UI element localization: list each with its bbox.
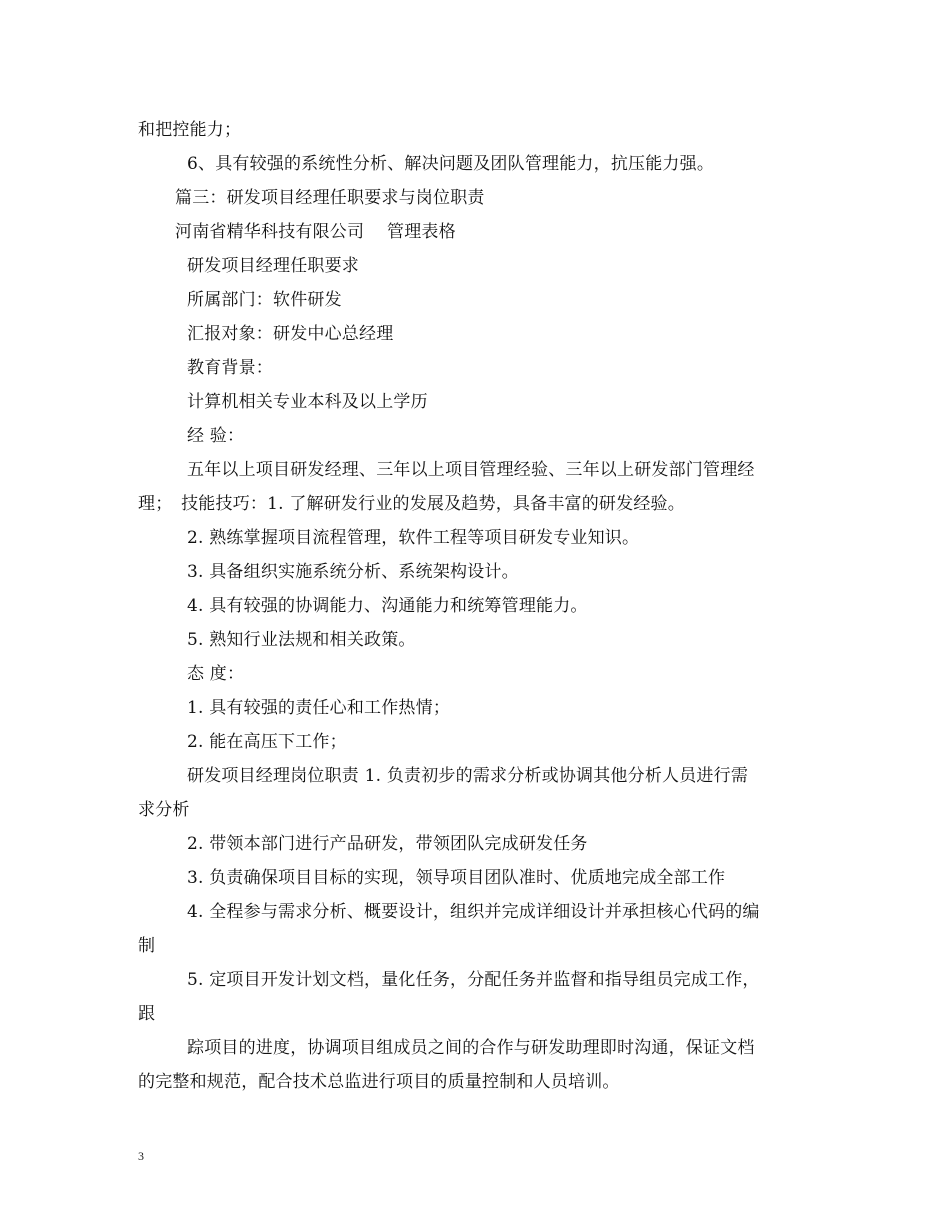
text-line: 5. 定项目开发计划文档，量化任务，分配任务并监督和指导组员完成工作， bbox=[187, 970, 760, 990]
text-line: 跟 bbox=[138, 1004, 156, 1024]
text-line: 理； 技能技巧：1. 了解研发行业的发展及趋势，具备丰富的研发经验。 bbox=[138, 494, 685, 514]
text-line: 制 bbox=[138, 936, 156, 956]
text-line: 求分析 bbox=[138, 800, 190, 820]
text-line: 和把控能力； bbox=[138, 120, 242, 140]
text-line: 4. 具有较强的协调能力、沟通能力和统筹管理能力。 bbox=[187, 596, 588, 616]
text-line: 汇报对象：研发中心总经理 bbox=[187, 324, 394, 344]
text-line: 教育背景： bbox=[187, 358, 273, 378]
text-line: 4. 全程参与需求分析、概要设计，组织并完成详细设计并承担核心代码的编 bbox=[187, 902, 760, 922]
text-line: 踪项目的进度，协调项目组成员之间的合作与研发助理即时沟通，保证文档 bbox=[187, 1038, 755, 1058]
text-line: 1. 具有较强的责任心和工作热情； bbox=[187, 698, 451, 718]
section-heading: 篇三：研发项目经理任职要求与岗位职责 bbox=[175, 188, 485, 208]
page-number: 3 bbox=[138, 1149, 144, 1163]
text-line: 所属部门：软件研发 bbox=[187, 290, 342, 310]
text-line: 计算机相关专业本科及以上学历 bbox=[187, 392, 428, 412]
text-line: 研发项目经理岗位职责 1. 负责初步的需求分析或协调其他分析人员进行需 bbox=[187, 766, 749, 786]
text-line: 态 度： bbox=[187, 664, 245, 684]
text-line: 5. 熟知行业法规和相关政策。 bbox=[187, 630, 416, 650]
text-line: 的完整和规范，配合技术总监进行项目的质量控制和人员培训。 bbox=[138, 1072, 620, 1092]
company-line: 河南省精华科技有限公司 管理表格 bbox=[175, 222, 456, 242]
text-line: 经 验： bbox=[187, 426, 245, 446]
text-line: 6、具有较强的系统性分析、解决问题及团队管理能力，抗压能力强。 bbox=[187, 154, 715, 174]
text-line: 2. 带领本部门进行产品研发，带领团队完成研发任务 bbox=[187, 834, 588, 854]
text-line: 五年以上项目研发经理、三年以上项目管理经验、三年以上研发部门管理经 bbox=[187, 460, 755, 480]
text-line: 2. 熟练掌握项目流程管理，软件工程等项目研发专业知识。 bbox=[187, 528, 640, 548]
text-line: 研发项目经理任职要求 bbox=[187, 256, 359, 276]
text-line: 2. 能在高压下工作； bbox=[187, 732, 347, 752]
text-line: 3. 具备组织实施系统分析、系统架构设计。 bbox=[187, 562, 519, 582]
text-line: 3. 负责确保项目目标的实现，领导项目团队准时、优质地完成全部工作 bbox=[187, 868, 726, 888]
